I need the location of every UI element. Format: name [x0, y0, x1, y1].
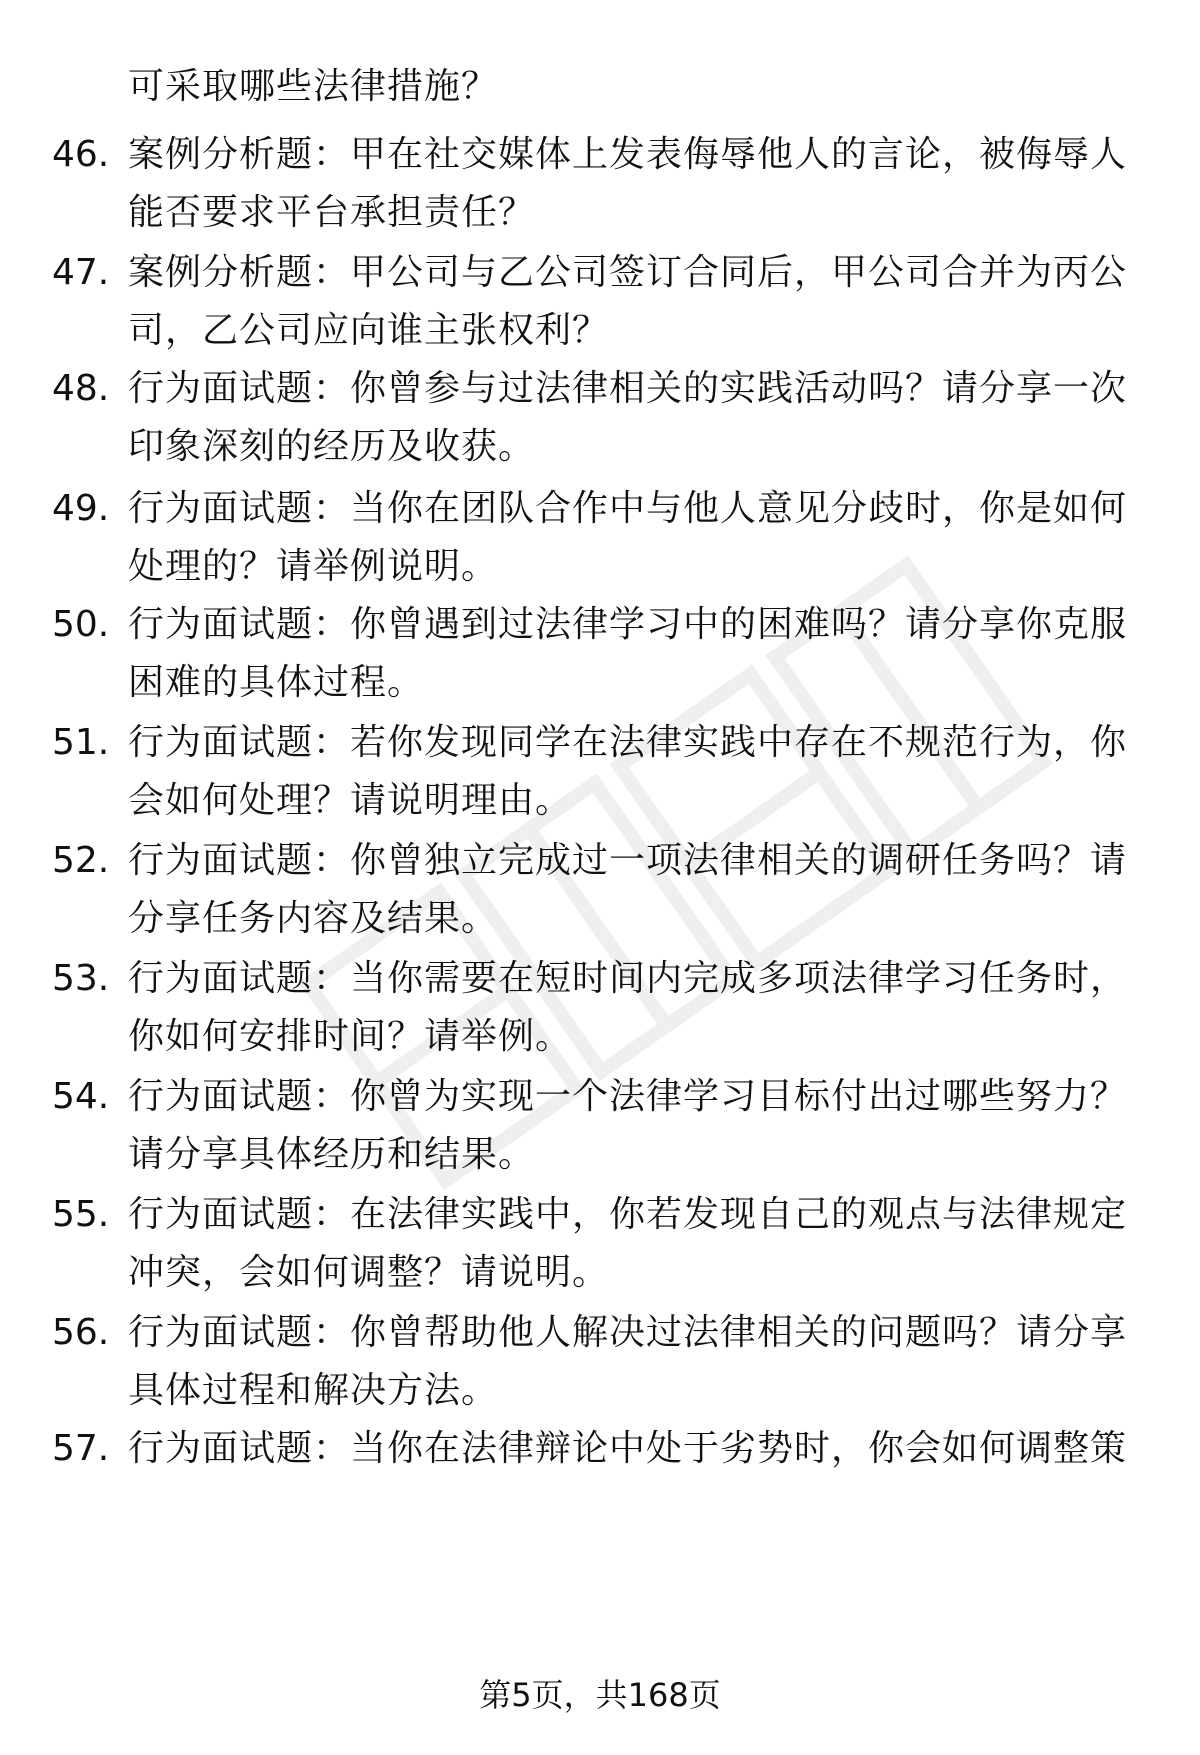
question-text: 案例分析题：甲在社交媒体上发表侮辱他人的言论，被侮辱人能否要求平台承担责任？ [128, 134, 1128, 233]
question-text: 行为面试题：你曾为实现一个法律学习目标付出过哪些努力？请分享具体经历和结果。 [128, 1076, 1128, 1175]
question-text: 行为面试题：当你在法律辩论中处于劣势时，你会如何调整策 [128, 1428, 1128, 1469]
question-number: 57. [52, 1428, 110, 1469]
question-text: 行为面试题：当你需要在短时间内完成多项法律学习任务时，你如何安排时间？请举例。 [128, 958, 1128, 1057]
question-number: 56. [52, 1312, 110, 1353]
question-number: 51. [52, 722, 110, 763]
question-text: 行为面试题：你曾帮助他人解决过法律相关的问题吗？请分享具体过程和解决方法。 [128, 1312, 1128, 1411]
question-text: 行为面试题：当你在团队合作中与他人意见分歧时，你是如何处理的？请举例说明。 [128, 488, 1128, 587]
question-text: 行为面试题：在法律实践中，你若发现自己的观点与法律规定冲突，会如何调整？请说明。 [128, 1194, 1128, 1293]
question-number: 47. [52, 252, 110, 293]
question-text: 行为面试题：你曾参与过法律相关的实践活动吗？请分享一次印象深刻的经历及收获。 [128, 368, 1128, 467]
question-number: 49. [52, 488, 110, 529]
question-number: 53. [52, 958, 110, 999]
question-number: 52. [52, 840, 110, 881]
question-text: 案例分析题：甲公司与乙公司签订合同后，甲公司合并为丙公司，乙公司应向谁主张权利？ [128, 252, 1128, 351]
question-text: 行为面试题：你曾独立完成过一项法律相关的调研任务吗？请分享任务内容及结果。 [128, 840, 1128, 939]
question-number: 55. [52, 1194, 110, 1235]
question-text: 行为面试题：你曾遇到过法律学习中的困难吗？请分享你克服困难的具体过程。 [128, 604, 1128, 703]
question-number: 54. [52, 1076, 110, 1117]
question-number: 48. [52, 368, 110, 409]
page-footer: 第5页，共168页 [479, 1676, 721, 1714]
question-number: 46. [52, 134, 110, 175]
question-text: 行为面试题：若你发现同学在法律实践中存在不规范行为，你会如何处理？请说明理由。 [128, 722, 1128, 821]
continuation-text: 可采取哪些法律措施？ [128, 66, 499, 107]
question-number: 50. [52, 604, 110, 645]
